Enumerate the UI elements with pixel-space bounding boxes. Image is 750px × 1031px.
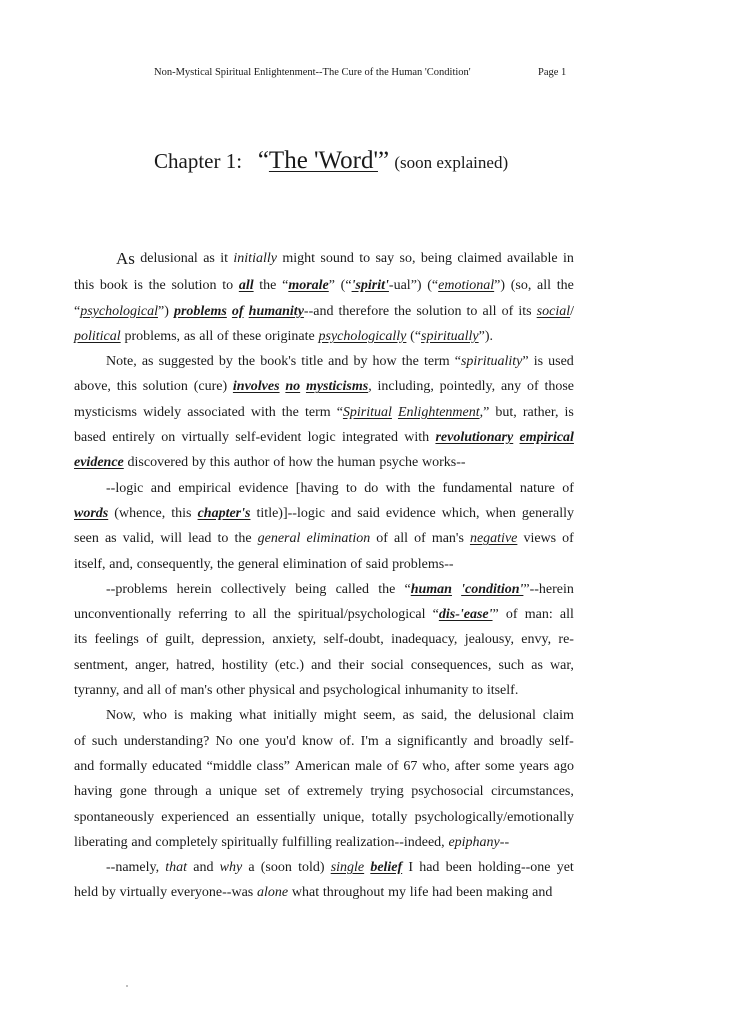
chapter-heading [154,147,508,175]
body-line: --namely, that and why a (soon told) single belief I had been holding--one yet [106,860,574,876]
body-line: unconventionally referring to all the spiritual/psychological “dis-'ease'” of man: all [74,607,574,623]
body-line: As delusional as it initially might sound to say so, being claimed available in [116,249,574,268]
body-line: --problems herein collectively being called the “human 'condition'”--herein [106,581,574,597]
body-line: mysticisms widely associated with the term “Spiritual Enlightenment,” but, rather, is [74,404,574,420]
body-line: liberating and completely spiritually fulfilling realization--indeed, epiphany-- [74,834,510,850]
body-line: its feelings of guilt, depression, anxiety, self-doubt, inadequacy, jealousy, envy, re- [74,632,574,648]
body-line: held by virtually everyone--was alone what throughout my life had been making and [74,885,553,901]
body-line: spontaneously experienced an essentially unique, totally psychologically/emotionally [74,809,574,825]
body-line: political problems, as all of these originate psychologically (“spiritually”). [74,328,493,344]
page-number: Page 1 [538,67,567,78]
body-line: this book is the solution to all the “morale” (“'spirit'-ual”) (“emotional”) (so, all the [74,278,574,294]
body-line: words (whence, this chapter's title)]--logic and said evidence which, when generally [74,505,574,521]
chapter-number: Chapter 1: [154,149,243,173]
body-line: of such understanding? No one you'd know of. I'm a significantly and broadly self- [74,733,574,749]
chapter-subtitle: (soon explained) [394,153,509,172]
body-line: --logic and empirical evidence [having to do with the fundamental nature of [106,480,574,496]
body-line: sentment, anger, hatred, hostility (etc.) and their social consequences, such as war, [74,657,574,673]
body-line: having gone through a unique set of extremely trying psychosocial circumstances, [74,784,574,800]
body-line: above, this solution (cure) involves no mysticisms, including, pointedly, any of those [74,379,574,395]
body-text [74,246,574,906]
body-line: seen as valid, will lead to the general elimination of all of man's negative views of [74,531,574,547]
body-line: Note, as suggested by the book's title and by how the term “spirituality” is used [106,354,574,370]
body-line: evidence discovered by this author of how the human psyche works-- [74,455,466,471]
running-header-title: Non-Mystical Spiritual Enlightenment--The Cure of the Human 'Condition' [154,67,471,78]
body-line: Now, who is making what initially might seem, as said, the delusional claim [106,708,574,724]
body-line: itself, and, consequently, the general elimination of said problems-- [74,556,454,572]
body-line: based entirely on virtually self-evident logic integrated with revolutionary empirical [74,430,574,446]
scan-speck [126,985,128,987]
body-line: tyranny, and all of man's other physical and psychological inhumanity to itself. [74,683,519,699]
body-line: and formally educated “middle class” American male of 67 who, after some years ago [74,758,574,774]
body-line: “psychological”) problems of humanity--and therefore the solution to all of its social/ [74,303,574,319]
chapter-title: “The 'Word'” [257,147,390,174]
